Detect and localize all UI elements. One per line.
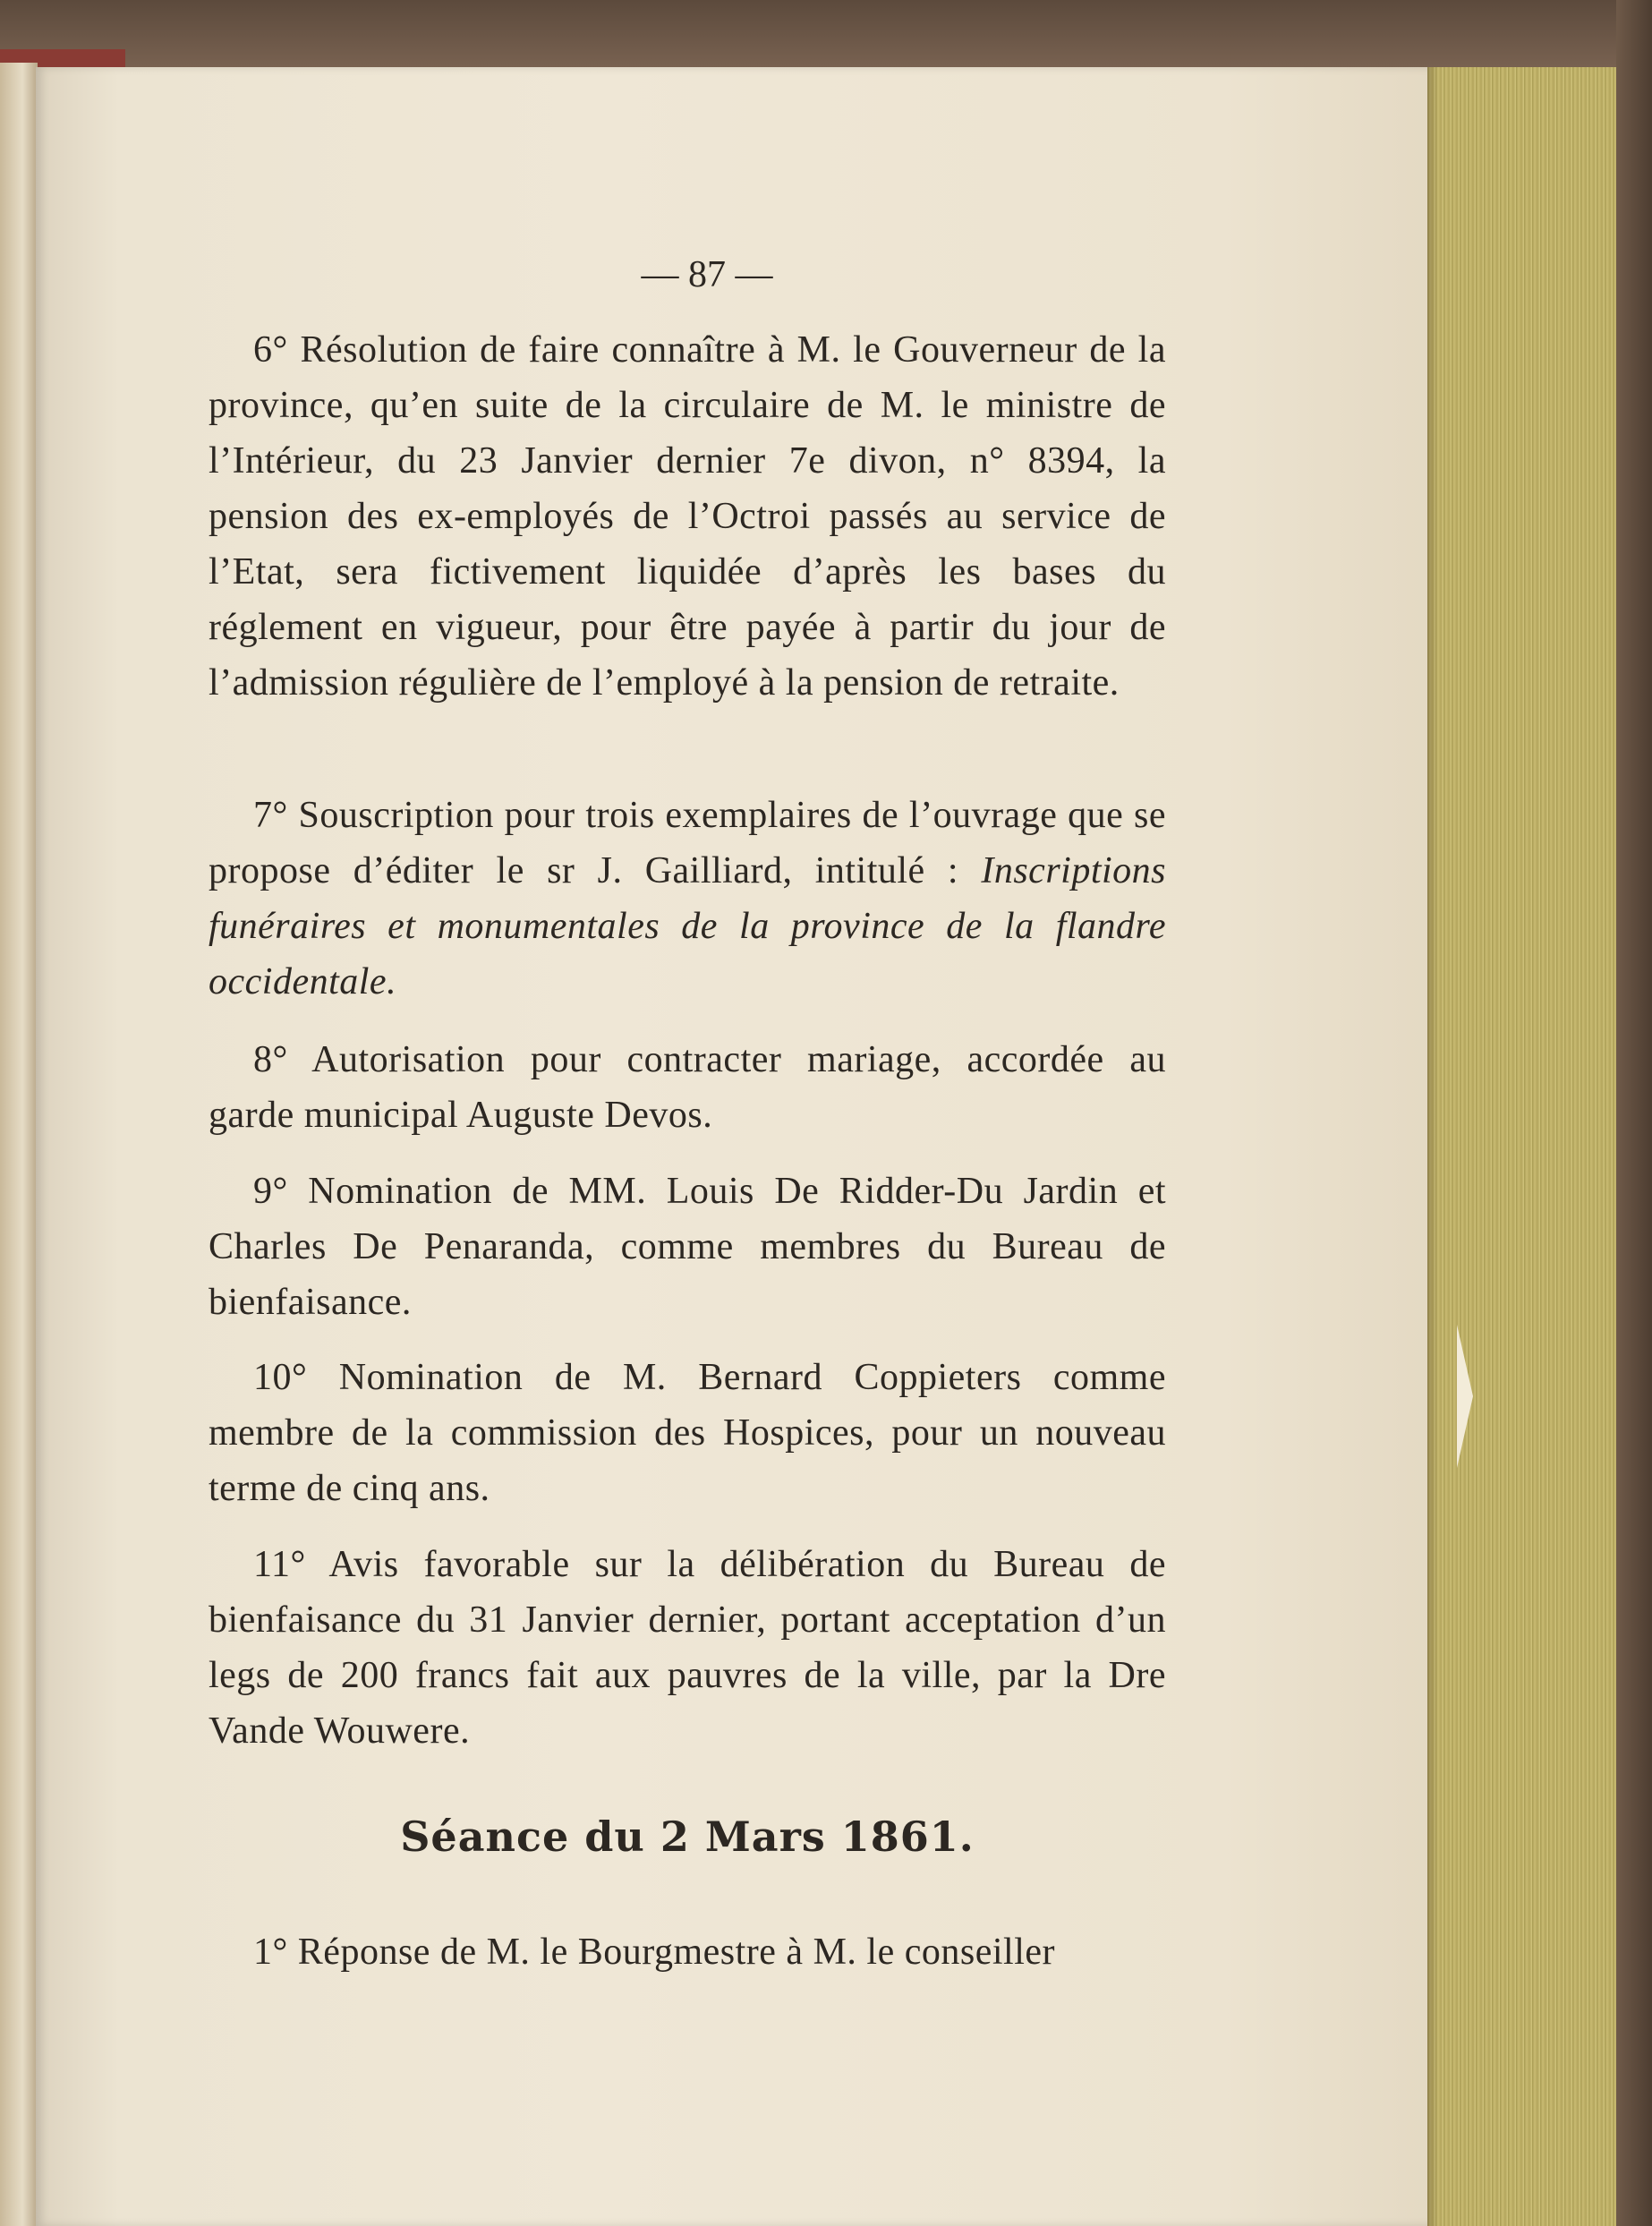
item-7-text: 7° Souscription pour trois exemplaires de l’ouvrage que se propose d’éditer le sr J. Gailliard, intitulé : — [209, 795, 1166, 891]
session-heading: Séance du 2 Mars 1861. — [400, 1812, 975, 1861]
resolution-item-7 — [209, 788, 1166, 1010]
page-number: — 87 — — [641, 254, 773, 295]
session-item-1 — [209, 1924, 1166, 1980]
item-7-paragraph — [209, 788, 1166, 1010]
book-cover-top — [0, 0, 1652, 72]
left-page-edge — [0, 63, 38, 2226]
item-7-work-title: Inscriptions funéraires et monumentales de la province de la flandre occidentale. — [209, 850, 1167, 1002]
book-cover-right — [1616, 0, 1652, 2226]
session-item-1-text: 1° Réponse de M. le Bourgmestre à M. le conseiller — [253, 1932, 1055, 1973]
item-6-text: 6° Résolution de faire connaître à M. le Gouverneur de la province, qu’en suite de la circulaire de M. le ministre de l’Intérieur, du 23 Janvier dernier 7e divon, n° 8394, la pension des ex-employés de l’Octroi passés au service de l’Etat, sera fictivement liquidée d’après les bases du réglement en vigueur, pour être payée à partir du jour de l’admission régulière de l’employé à la pension de retraite. — [209, 329, 1166, 704]
page-edge-notch — [1457, 1325, 1473, 1468]
resolution-item-8 — [209, 1032, 1166, 1143]
page-gutter-shadow — [1427, 67, 1438, 2226]
resolution-item-9 — [209, 1164, 1166, 1330]
item-8-text: 8° Autorisation pour contracter mariage, accordée au garde municipal Auguste Devos. — [209, 1039, 1166, 1136]
resolution-item-10 — [209, 1350, 1166, 1516]
gilded-page-edges — [1427, 67, 1617, 2226]
item-11-text: 11° Avis favorable sur la délibération du Bureau de bienfaisance du 31 Janvier dernier, portant acceptation d’un legs de 200 francs fait aux pauvres de la ville, par la Dre Vande Wouwere. — [209, 1544, 1166, 1752]
resolution-item-11 — [209, 1537, 1166, 1759]
item-10-text: 10° Nomination de M. Bernard Coppieters comme membre de la commission des Hospices, pour un nouveau terme de cinq ans. — [209, 1357, 1166, 1509]
resolution-item-6 — [209, 322, 1166, 711]
item-9-text: 9° Nomination de MM. Louis De Ridder-Du Jardin et Charles De Penaranda, comme membres du Bureau de bienfaisance. — [209, 1171, 1166, 1323]
